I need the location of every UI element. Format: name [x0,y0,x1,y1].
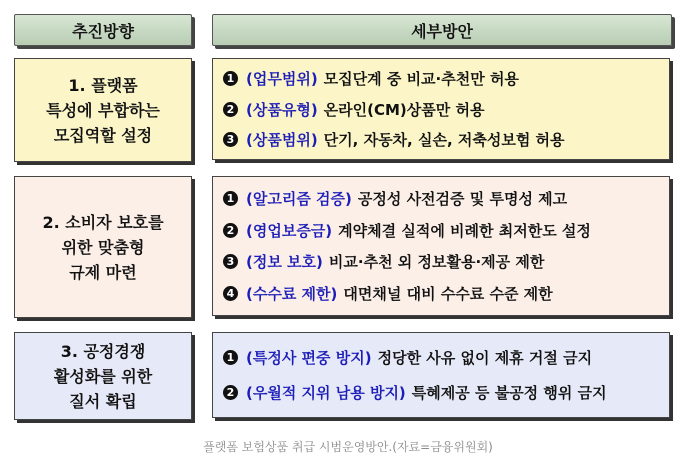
header-direction [14,14,192,46]
detail-item [223,347,659,368]
detail-item [223,283,659,304]
section-3-title: 3. 공정경쟁 활성화를 위한 질서 확립 [53,341,153,411]
number-badge: 1 [223,71,238,86]
section-1-details [212,58,670,160]
detail-category: (특정사 편중 방지) [246,349,372,367]
section-1-direction [14,58,192,162]
detail-text: 대면채널 대비 수수료 수준 제한 [343,285,553,304]
detail-item [223,188,659,209]
detail-category: (상품범위) [246,130,318,149]
detail-category: (정보 보호) [246,253,323,272]
detail-text: 비교·추천 외 정보활용·제공 제한 [328,253,545,272]
detail-text: 정당한 사유 없이 제휴 거절 금지 [377,349,593,367]
detail-category: (영업보증금) [246,221,333,240]
detail-item [223,129,659,150]
detail-category: (알고리즘 검증) [246,189,352,208]
number-badge: 3 [223,132,238,147]
detail-category: (수수료 제한) [246,285,338,304]
number-badge: 1 [223,350,238,365]
header-detail [212,14,672,46]
number-badge: 2 [223,102,238,117]
number-badge: 2 [223,385,238,400]
detail-text: 특혜제공 등 불공정 행위 금지 [411,384,607,402]
detail-text: 온라인(CM)상품만 허용 [323,100,485,119]
detail-item [223,220,659,241]
section-2-details [212,176,670,316]
detail-text: 단기, 자동차, 실손, 저축성보험 허용 [323,130,565,149]
detail-category: (업무범위) [246,70,318,89]
detail-category: (상품유형) [246,100,318,119]
detail-text: 공정성 사전검증 및 투명성 제고 [357,189,568,208]
number-badge: 1 [223,191,238,206]
section-2-title: 2. 소비자 보호를 위한 맞춤형 규제 마련 [42,212,164,282]
detail-item [223,99,659,120]
section-2-direction [14,176,192,318]
header-detail-label: 세부방안 [411,21,473,41]
section-1-title: 1. 플랫폼 특성에 부합하는 모집역할 설정 [46,75,160,145]
detail-text: 모집단계 중 비교·추천만 허용 [323,70,519,89]
detail-item [223,251,659,272]
header-direction-label: 추진방향 [72,21,134,41]
detail-text: 계약체결 실적에 비례한 최저한도 설정 [338,221,591,240]
section-3-details [212,332,670,418]
number-badge: 3 [223,254,238,269]
detail-item [223,382,659,403]
section-3-direction [14,332,192,420]
number-badge: 4 [223,286,238,301]
number-badge: 2 [223,223,238,238]
detail-category: (우월적 지위 남용 방지) [246,384,406,402]
detail-item [223,68,659,89]
image-caption: 플랫폼 보험상품 취급 시범운영방안.(자료=금융위원회) [203,440,493,454]
